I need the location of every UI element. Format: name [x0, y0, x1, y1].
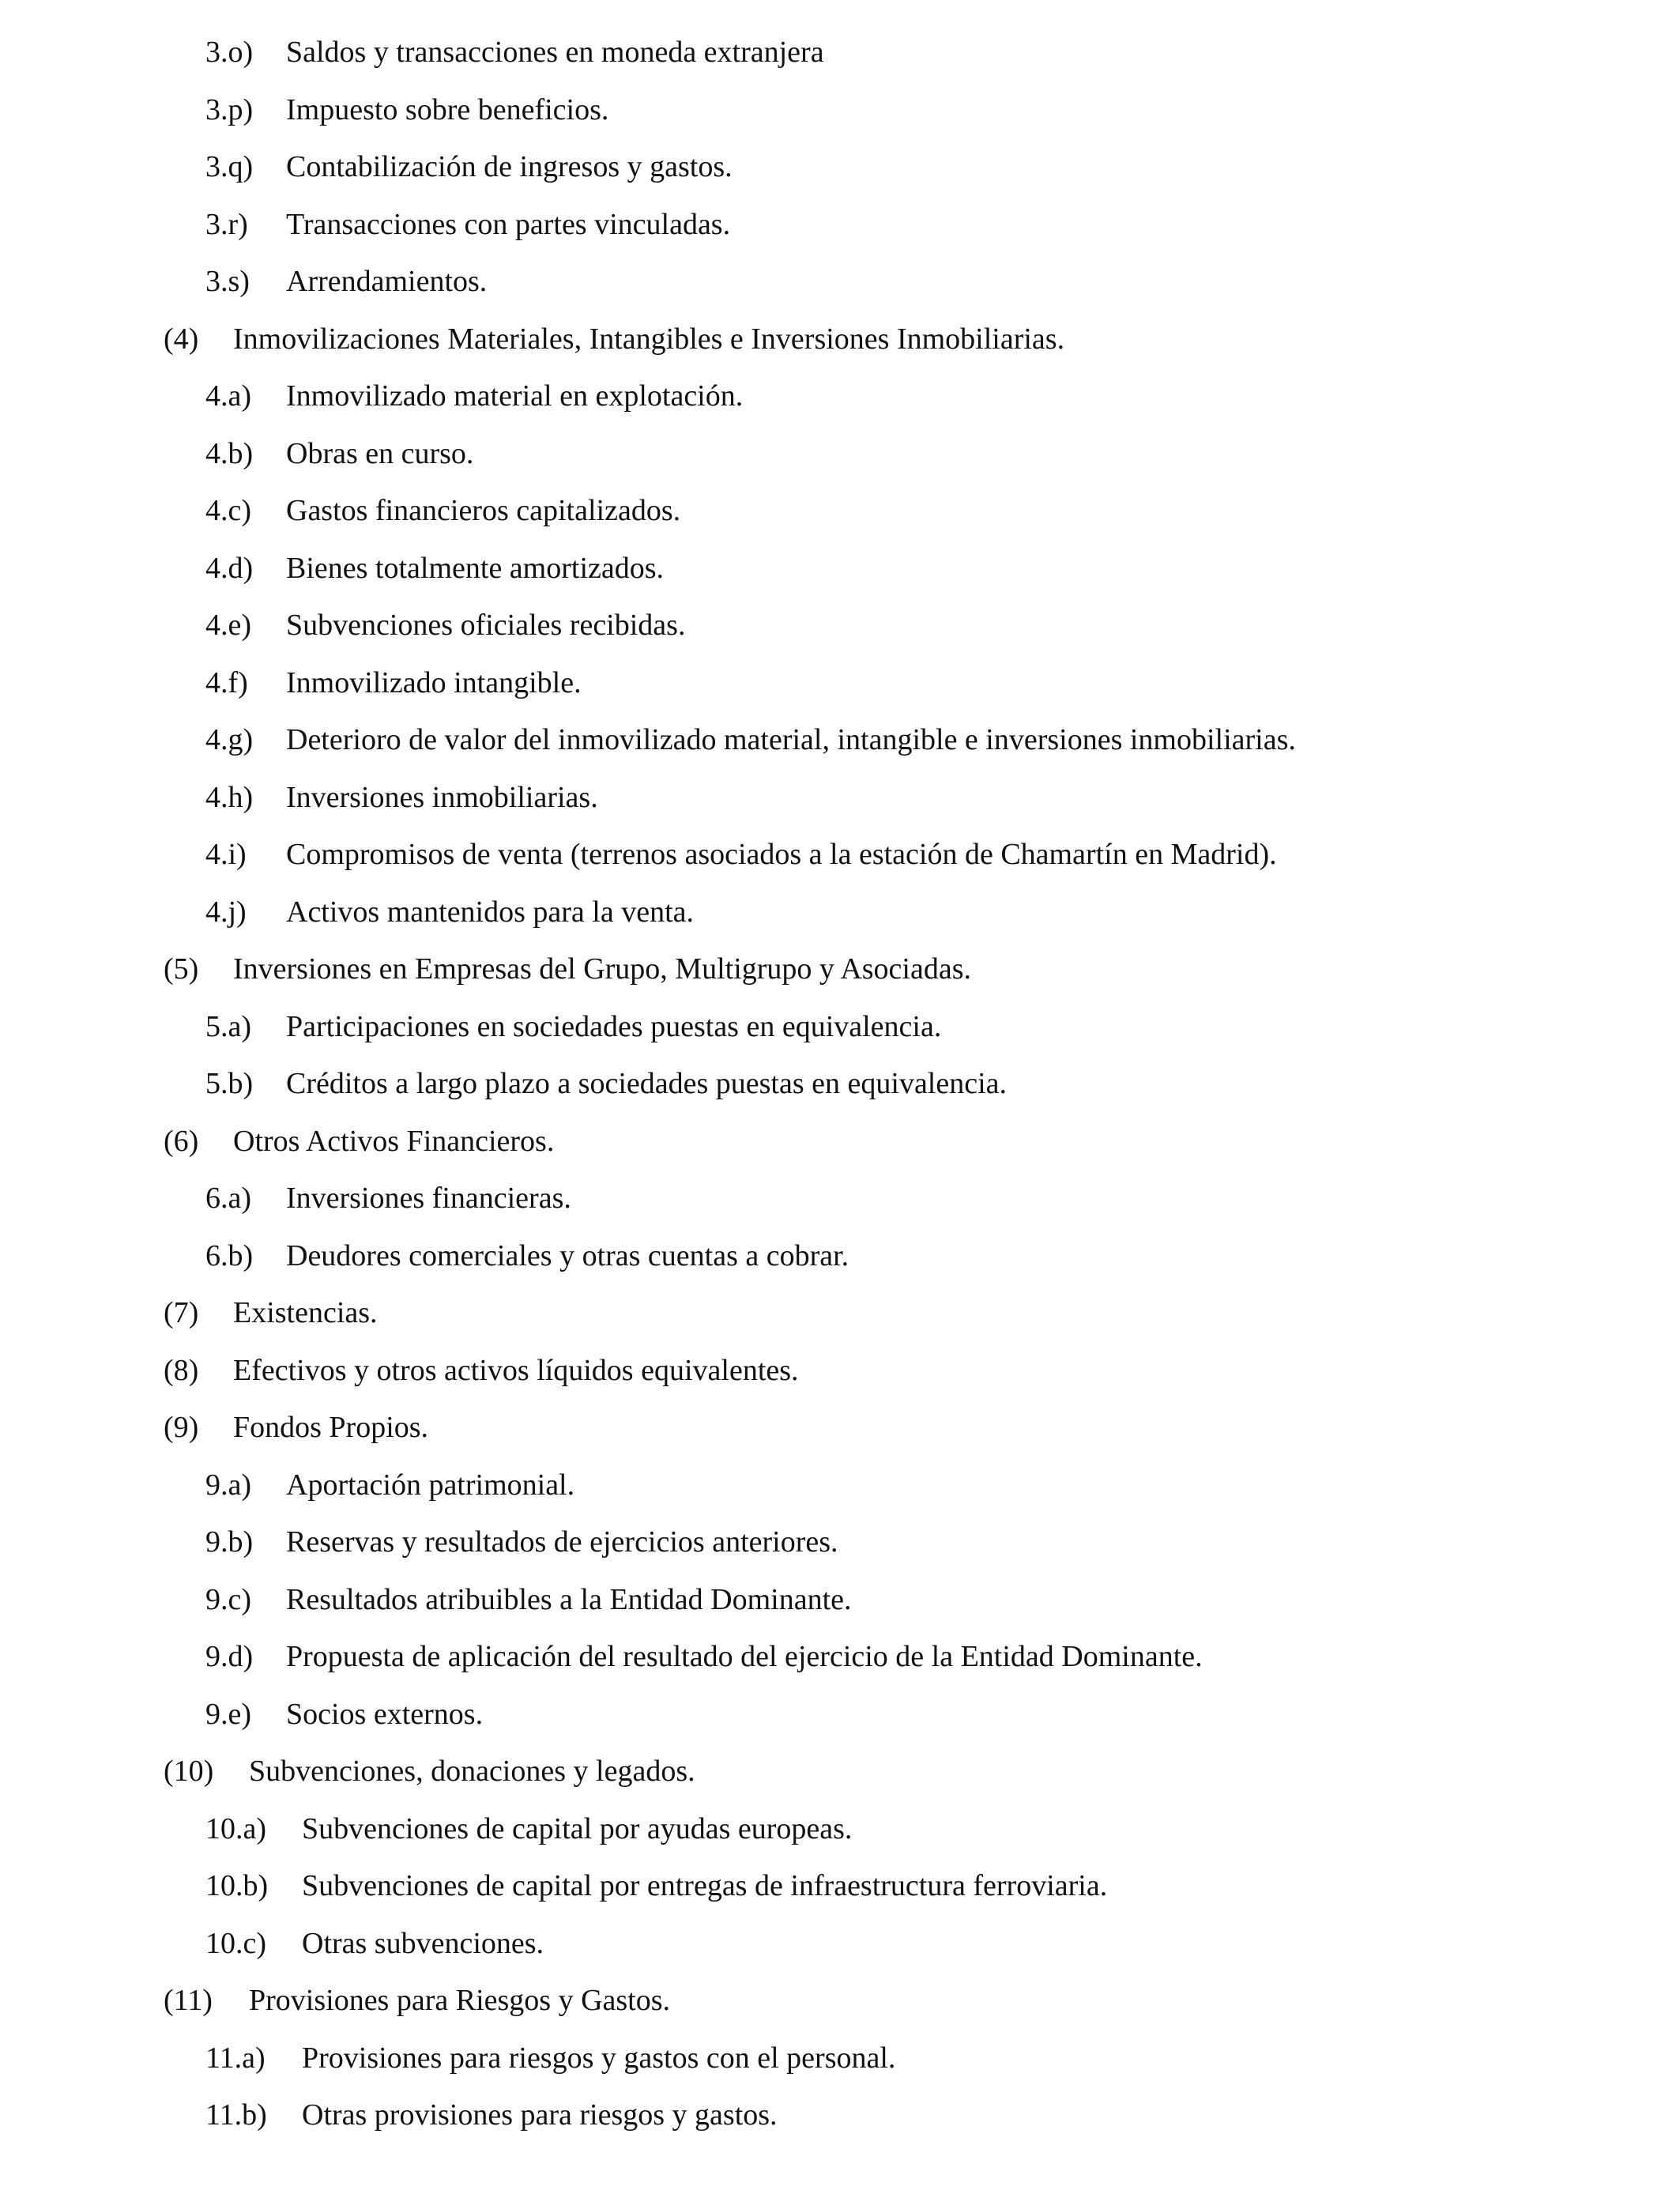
toc-entry-title: Gastos financieros capitalizados.	[286, 494, 681, 527]
toc-entry-title: Contabilización de ingresos y gastos.	[286, 150, 733, 183]
toc-entry-3o	[0, 24, 1680, 81]
toc-entry-number: 10.a)	[205, 1811, 267, 1845]
toc-section-10	[0, 1743, 1680, 1800]
toc-entry-6a	[0, 1170, 1680, 1227]
toc-section-number: (9)	[164, 1411, 199, 1444]
toc-section-title: Inmovilizaciones Materiales, Intangibles e Inversiones Inmobiliarias.	[233, 322, 1065, 356]
toc-entry-number: 6.a)	[205, 1182, 252, 1215]
toc-entry-title: Socios externos.	[286, 1697, 484, 1731]
toc-entry-number: 4.b)	[205, 436, 254, 470]
toc-entry-title: Subvenciones de capital por ayudas europeas.	[302, 1811, 853, 1845]
toc-section-title: Inversiones en Empresas del Grupo, Multigrupo y Asociadas.	[233, 952, 971, 986]
toc-section-number: (10)	[164, 1755, 214, 1788]
toc-section-title: Efectivos y otros activos líquidos equivalentes.	[233, 1353, 799, 1387]
toc-entry-title: Participaciones en sociedades puestas en equivalencia.	[286, 1009, 942, 1043]
toc-entry-title: Compromisos de venta (terrenos asociados a la estación de Chamartín en Madrid).	[286, 838, 1277, 871]
toc-section-title: Provisiones para Riesgos y Gastos.	[249, 1984, 671, 2017]
toc-section-4	[0, 311, 1680, 368]
toc-entry-number: 4.g)	[205, 723, 254, 756]
toc-entry-number: 9.d)	[205, 1640, 254, 1673]
toc-entry-title: Transacciones con partes vinculadas.	[286, 207, 731, 241]
toc-entry-3q	[0, 138, 1680, 196]
toc-entry-4i	[0, 826, 1680, 884]
toc-section-number: (6)	[164, 1124, 199, 1158]
toc-entry-4f	[0, 654, 1680, 712]
toc-entry-title: Otras provisiones para riesgos y gastos.	[302, 2098, 778, 2132]
toc-section-number: (11)	[164, 1984, 213, 2017]
toc-entry-3s	[0, 253, 1680, 311]
toc-entry-4j	[0, 884, 1680, 941]
toc-entry-title: Impuesto sobre beneficios.	[286, 92, 609, 126]
toc-entry-number: 10.c)	[205, 1926, 267, 1960]
toc-entry-5a	[0, 998, 1680, 1056]
toc-entry-title: Subvenciones de capital por entregas de infraestructura ferroviaria.	[302, 1869, 1108, 1902]
toc-entry-9a	[0, 1457, 1680, 1514]
toc-entry-9c	[0, 1571, 1680, 1629]
toc-entry-number: 4.j)	[205, 895, 247, 929]
toc-entry-title: Inversiones inmobiliarias.	[286, 780, 598, 814]
toc-section-title: Subvenciones, donaciones y legados.	[249, 1755, 695, 1788]
toc-section-title: Existencias.	[233, 1296, 378, 1329]
toc-section-title: Otros Activos Financieros.	[233, 1124, 555, 1158]
toc-section-number: (7)	[164, 1296, 199, 1329]
toc-entry-title: Provisiones para riesgos y gastos con el personal.	[302, 2041, 896, 2075]
toc-entry-title: Obras en curso.	[286, 436, 474, 470]
toc-entry-number: 9.c)	[205, 1582, 252, 1616]
toc-entry-3r	[0, 196, 1680, 254]
toc-entry-title: Saldos y transacciones en moneda extranjera	[286, 36, 824, 69]
toc-entry-number: 9.b)	[205, 1525, 254, 1559]
toc-entry-title: Inmovilizado intangible.	[286, 665, 582, 699]
toc-entry-number: 4.f)	[205, 665, 248, 699]
toc-entry-4e	[0, 597, 1680, 654]
toc-entry-title: Arrendamientos.	[286, 265, 488, 298]
toc-entry-number: 3.q)	[205, 150, 254, 183]
toc-entry-title: Otras subvenciones.	[302, 1926, 544, 1960]
toc-entry-10b	[0, 1857, 1680, 1915]
toc-section-number: (5)	[164, 952, 199, 986]
toc-entry-number: 3.s)	[205, 265, 250, 298]
toc-entry-number: 4.d)	[205, 551, 254, 585]
toc-entry-title: Resultados atribuibles a la Entidad Dominante.	[286, 1582, 852, 1616]
toc-entry-6b	[0, 1227, 1680, 1285]
toc-entry-number: 5.b)	[205, 1067, 254, 1100]
toc-entry-number: 11.b)	[205, 2098, 267, 2132]
toc-entry-9b	[0, 1514, 1680, 1571]
toc-entry-title: Reservas y resultados de ejercicios anteriores.	[286, 1525, 838, 1559]
toc-entry-4c	[0, 482, 1680, 540]
toc-entry-number: 11.a)	[205, 2041, 266, 2075]
toc-entry-3p	[0, 81, 1680, 139]
toc-entry-4h	[0, 769, 1680, 827]
toc-entry-4a	[0, 368, 1680, 425]
toc-entry-number: 6.b)	[205, 1238, 254, 1272]
toc-entry-10a	[0, 1800, 1680, 1858]
toc-section-number: (8)	[164, 1353, 199, 1387]
toc-section-6	[0, 1113, 1680, 1171]
toc-section-8	[0, 1342, 1680, 1400]
toc-entry-number: 4.e)	[205, 609, 252, 642]
toc-entry-number: 9.a)	[205, 1468, 252, 1502]
toc-section-7	[0, 1284, 1680, 1342]
toc-entry-title: Subvenciones oficiales recibidas.	[286, 609, 686, 642]
toc-entry-10c	[0, 1915, 1680, 1973]
toc-entry-number: 3.p)	[205, 92, 254, 126]
toc-entry-4d	[0, 540, 1680, 598]
toc-entry-number: 4.a)	[205, 379, 252, 413]
toc-entry-11a	[0, 2030, 1680, 2087]
toc-entry-number: 5.a)	[205, 1009, 252, 1043]
toc-section-5	[0, 941, 1680, 998]
toc-entry-4b	[0, 425, 1680, 483]
toc-section-11	[0, 1972, 1680, 2030]
toc-entry-11b	[0, 2087, 1680, 2144]
toc-entry-number: 4.h)	[205, 780, 254, 814]
toc-entry-number: 3.o)	[205, 36, 254, 69]
table-of-contents	[0, 24, 1680, 2144]
toc-entry-title: Bienes totalmente amortizados.	[286, 551, 665, 585]
toc-entry-number: 4.i)	[205, 838, 247, 871]
toc-entry-title: Aportación patrimonial.	[286, 1468, 575, 1502]
toc-entry-title: Deudores comerciales y otras cuentas a cobrar.	[286, 1238, 849, 1272]
toc-entry-title: Créditos a largo plazo a sociedades puestas en equivalencia.	[286, 1067, 1008, 1100]
toc-entry-number: 10.b)	[205, 1869, 269, 1902]
toc-entry-title: Deterioro de valor del inmovilizado material, intangible e inversiones inmobiliarias.	[286, 723, 1296, 756]
toc-entry-number: 4.c)	[205, 494, 252, 527]
toc-entry-title: Inversiones financieras.	[286, 1182, 571, 1215]
toc-entry-number: 3.r)	[205, 207, 248, 241]
toc-entry-5b	[0, 1055, 1680, 1113]
toc-entry-title: Activos mantenidos para la venta.	[286, 895, 695, 929]
toc-entry-title: Propuesta de aplicación del resultado del ejercicio de la Entidad Dominante.	[286, 1640, 1203, 1673]
toc-entry-9d	[0, 1628, 1680, 1686]
toc-entry-4g	[0, 711, 1680, 769]
toc-section-title: Fondos Propios.	[233, 1411, 429, 1444]
toc-section-number: (4)	[164, 322, 199, 356]
toc-entry-number: 9.e)	[205, 1697, 252, 1731]
toc-entry-title: Inmovilizado material en explotación.	[286, 379, 744, 413]
toc-entry-9e	[0, 1686, 1680, 1744]
toc-section-9	[0, 1399, 1680, 1457]
